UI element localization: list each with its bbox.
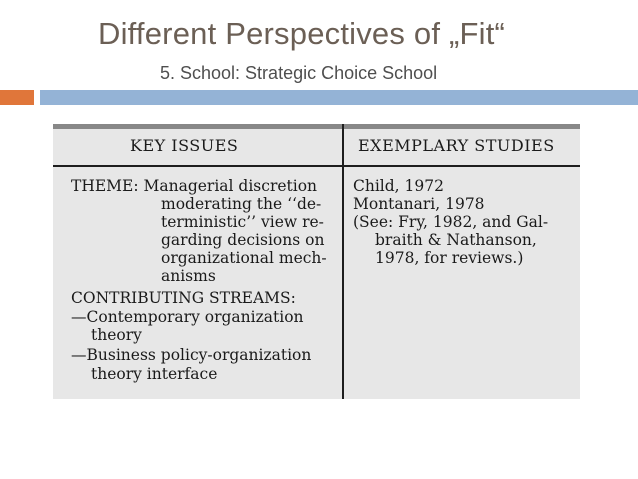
key-issue-line: —Contemporary organization xyxy=(71,308,304,326)
exemplary-study-line: (See: Fry, 1982, and Gal- xyxy=(353,213,549,231)
key-issue-line: organizational mech- xyxy=(161,249,327,267)
key-issue-line: moderating the ‘‘de- xyxy=(161,195,322,213)
slide-subtitle: 5. School: Strategic Choice School xyxy=(160,63,438,83)
key-issue-line: —Business policy-organization xyxy=(71,346,312,364)
key-issue-line: theory xyxy=(91,326,142,344)
scanned-table-image xyxy=(53,124,580,399)
scan-top-shadow xyxy=(53,124,580,129)
exemplary-study-line: Child, 1972 xyxy=(353,177,444,195)
accent-bar-blue xyxy=(40,90,638,105)
exemplary-study-line: Montanari, 1978 xyxy=(353,195,485,213)
header-key-issues: KEY ISSUES xyxy=(130,136,239,155)
key-issue-line: THEME: Managerial discretion xyxy=(71,177,318,195)
exemplary-study-line: braith & Nathanson, xyxy=(375,231,537,249)
key-issue-line: garding decisions on xyxy=(161,231,325,249)
key-issue-line: theory interface xyxy=(91,365,218,383)
header-rule xyxy=(53,165,580,167)
key-issue-line: anisms xyxy=(161,267,216,285)
key-issue-line: CONTRIBUTING STREAMS: xyxy=(71,289,296,307)
header-exemplary-studies: EXEMPLARY STUDIES xyxy=(358,136,555,155)
key-issue-line: terministic’’ view re- xyxy=(161,213,324,231)
slide-title: Different Perspectives of „Fit“ xyxy=(98,16,506,51)
accent-bar-orange xyxy=(0,90,34,105)
exemplary-study-line: 1978, for reviews.) xyxy=(375,249,524,267)
